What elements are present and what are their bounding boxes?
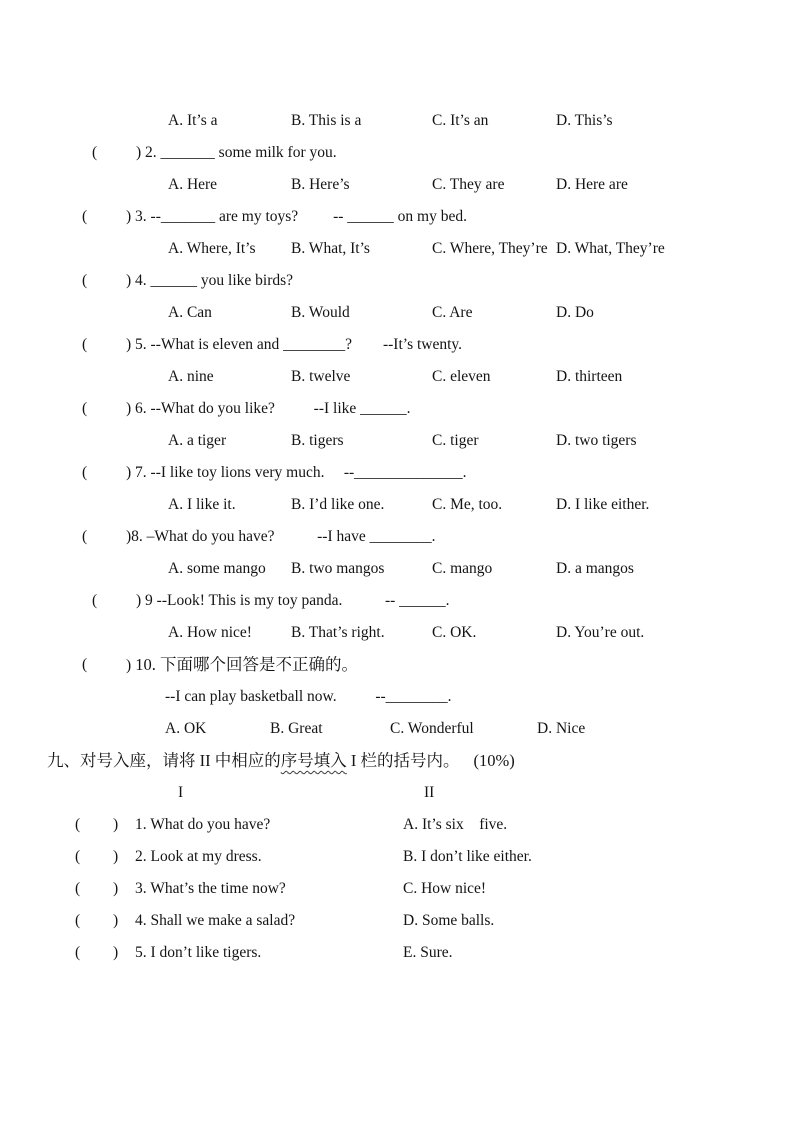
- option-b: B. I’d like one.: [291, 496, 385, 513]
- answer-paren-close: ): [126, 272, 132, 289]
- heading-text-tail: I 栏的括号内。: [346, 751, 460, 770]
- heading-text-wavy-underline: 序号填入: [280, 751, 347, 770]
- answer-paren-open: (: [82, 464, 88, 481]
- answer-paren-close: ): [126, 464, 132, 481]
- match-row-1: [0, 810, 793, 842]
- answer-paren-open: (: [92, 592, 98, 609]
- question-text: 6. --What do you like? --I like ______.: [131, 400, 411, 417]
- answer-paren-close: ): [126, 528, 132, 545]
- answer-paren-open: (: [75, 848, 81, 865]
- option-d: D. Do: [556, 304, 594, 321]
- answer-paren-close: ): [113, 848, 119, 865]
- option-d: D. I like either.: [556, 496, 650, 513]
- option-b: B. twelve: [291, 368, 351, 385]
- option-d: D. Nice: [537, 720, 586, 737]
- option-a: A. some mango: [168, 560, 266, 577]
- match-left-item: 4. Shall we make a salad?: [135, 912, 296, 929]
- match-right-item: E. Sure.: [403, 944, 453, 961]
- match-row-3: [0, 874, 793, 906]
- option-c: C. Are: [432, 304, 473, 321]
- answer-paren-close: ): [113, 880, 119, 897]
- question-line-6: [0, 394, 793, 426]
- match-left-item: 1. What do you have?: [135, 816, 271, 833]
- match-right-item: A. It’s six five.: [403, 816, 508, 833]
- answer-paren-close: ): [126, 208, 132, 225]
- match-right-item: D. Some balls.: [403, 912, 495, 929]
- question-text: 7. --I like toy lions very much. --______________.: [131, 464, 467, 481]
- choice-options-row-q1: [0, 106, 793, 138]
- option-c: C. They are: [432, 176, 505, 193]
- question-line-9: [0, 586, 793, 618]
- choice-options-row-q8: [0, 554, 793, 586]
- question-text: 2. _______ some milk for you.: [141, 144, 337, 161]
- question-line-2: [0, 138, 793, 170]
- answer-paren-open: (: [82, 208, 88, 225]
- option-d: D. two tigers: [556, 432, 637, 449]
- choice-options-row-q4: [0, 298, 793, 330]
- question-text: 8. –What do you have? --I have ________.: [131, 528, 436, 545]
- answer-paren-open: (: [75, 880, 81, 897]
- match-right-item: C. How nice!: [403, 880, 487, 897]
- question-text: 10. 下面哪个回答是不正确的。: [131, 655, 359, 674]
- option-b: B. That’s right.: [291, 624, 385, 641]
- question-line-5: [0, 330, 793, 362]
- answer-paren-open: (: [82, 336, 88, 353]
- question-line-7: [0, 458, 793, 490]
- question-line-8: [0, 522, 793, 554]
- dialog-text: --I can play basketball now. --________.: [165, 688, 452, 705]
- answer-paren-open: (: [75, 944, 81, 961]
- option-b: B. What, It’s: [291, 240, 370, 257]
- answer-paren-close: ): [113, 944, 119, 961]
- option-c: C. Wonderful: [390, 720, 474, 737]
- match-right-item: B. I don’t like either.: [403, 848, 532, 865]
- choice-options-row-q3: [0, 234, 793, 266]
- answer-paren-open: (: [92, 144, 98, 161]
- question-10-dialog-line: [0, 682, 793, 714]
- answer-paren-close: ): [113, 912, 119, 929]
- choice-options-row-q10: [0, 714, 793, 746]
- option-c: C. tiger: [432, 432, 479, 449]
- option-b: B. two mangos: [291, 560, 385, 577]
- match-row-4: [0, 906, 793, 938]
- match-left-item: 3. What’s the time now?: [135, 880, 286, 897]
- question-text: 3. --_______ are my toys? -- ______ on my bed.: [131, 208, 467, 225]
- option-d: D. This’s: [556, 112, 613, 129]
- question-text: 9 --Look! This is my toy panda. -- ______.: [141, 592, 450, 609]
- answer-paren-close: ): [136, 592, 142, 609]
- option-b: B. Great: [270, 720, 323, 737]
- answer-paren-open: (: [75, 912, 81, 929]
- answer-paren-close: ): [113, 816, 119, 833]
- section-9-heading: [0, 746, 793, 778]
- matching-column-headers: [0, 778, 793, 810]
- question-line-10: [0, 650, 793, 682]
- option-a: A. nine: [168, 368, 214, 385]
- option-a: A. a tiger: [168, 432, 227, 449]
- heading-text: 九、对号入座，请将 II 中相应的: [47, 751, 281, 770]
- option-d: D. a mangos: [556, 560, 634, 577]
- option-a: A. I like it.: [168, 496, 236, 513]
- column-header-ii: II: [424, 784, 435, 801]
- option-d: D. thirteen: [556, 368, 623, 385]
- option-c: C. Where, They’re: [432, 240, 548, 257]
- answer-paren-open: (: [82, 272, 88, 289]
- option-c: C. mango: [432, 560, 493, 577]
- column-header-i: I: [178, 784, 184, 801]
- question-text: 4. ______ you like birds?: [131, 272, 294, 289]
- option-a: A. Can: [168, 304, 212, 321]
- choice-options-row-q9: [0, 618, 793, 650]
- answer-paren-close: ): [126, 336, 132, 353]
- option-c: C. Me, too.: [432, 496, 503, 513]
- answer-paren-close: ): [126, 400, 132, 417]
- option-c: C. eleven: [432, 368, 491, 385]
- match-row-5: [0, 938, 793, 970]
- match-left-item: 2. Look at my dress.: [135, 848, 262, 865]
- option-d: D. You’re out.: [556, 624, 645, 641]
- answer-paren-open: (: [82, 528, 88, 545]
- question-line-3: [0, 202, 793, 234]
- option-b: B. Would: [291, 304, 350, 321]
- answer-paren-close: ): [136, 144, 142, 161]
- option-b: B. Here’s: [291, 176, 350, 193]
- option-c: C. It’s an: [432, 112, 489, 129]
- answer-paren-open: (: [75, 816, 81, 833]
- answer-paren-open: (: [82, 656, 88, 673]
- option-a: A. OK: [165, 720, 207, 737]
- match-left-item: 5. I don’t like tigers.: [135, 944, 262, 961]
- answer-paren-close: ): [126, 657, 132, 674]
- option-d: D. Here are: [556, 176, 628, 193]
- option-b: B. This is a: [291, 112, 362, 129]
- section-score: (10%): [473, 751, 515, 770]
- question-text: 5. --What is eleven and ________? --It’s twenty.: [131, 336, 463, 353]
- option-d: D. What, They’re: [556, 240, 665, 257]
- option-a: A. Where, It’s: [168, 240, 256, 257]
- option-a: A. Here: [168, 176, 218, 193]
- option-b: B. tigers: [291, 432, 344, 449]
- option-a: A. It’s a: [168, 112, 218, 129]
- option-a: A. How nice!: [168, 624, 252, 641]
- choice-options-row-q2: [0, 170, 793, 202]
- question-line-4: [0, 266, 793, 298]
- choice-options-row-q5: [0, 362, 793, 394]
- match-row-2: [0, 842, 793, 874]
- choice-options-row-q7: [0, 490, 793, 522]
- choice-options-row-q6: [0, 426, 793, 458]
- answer-paren-open: (: [82, 400, 88, 417]
- option-c: C. OK.: [432, 624, 477, 641]
